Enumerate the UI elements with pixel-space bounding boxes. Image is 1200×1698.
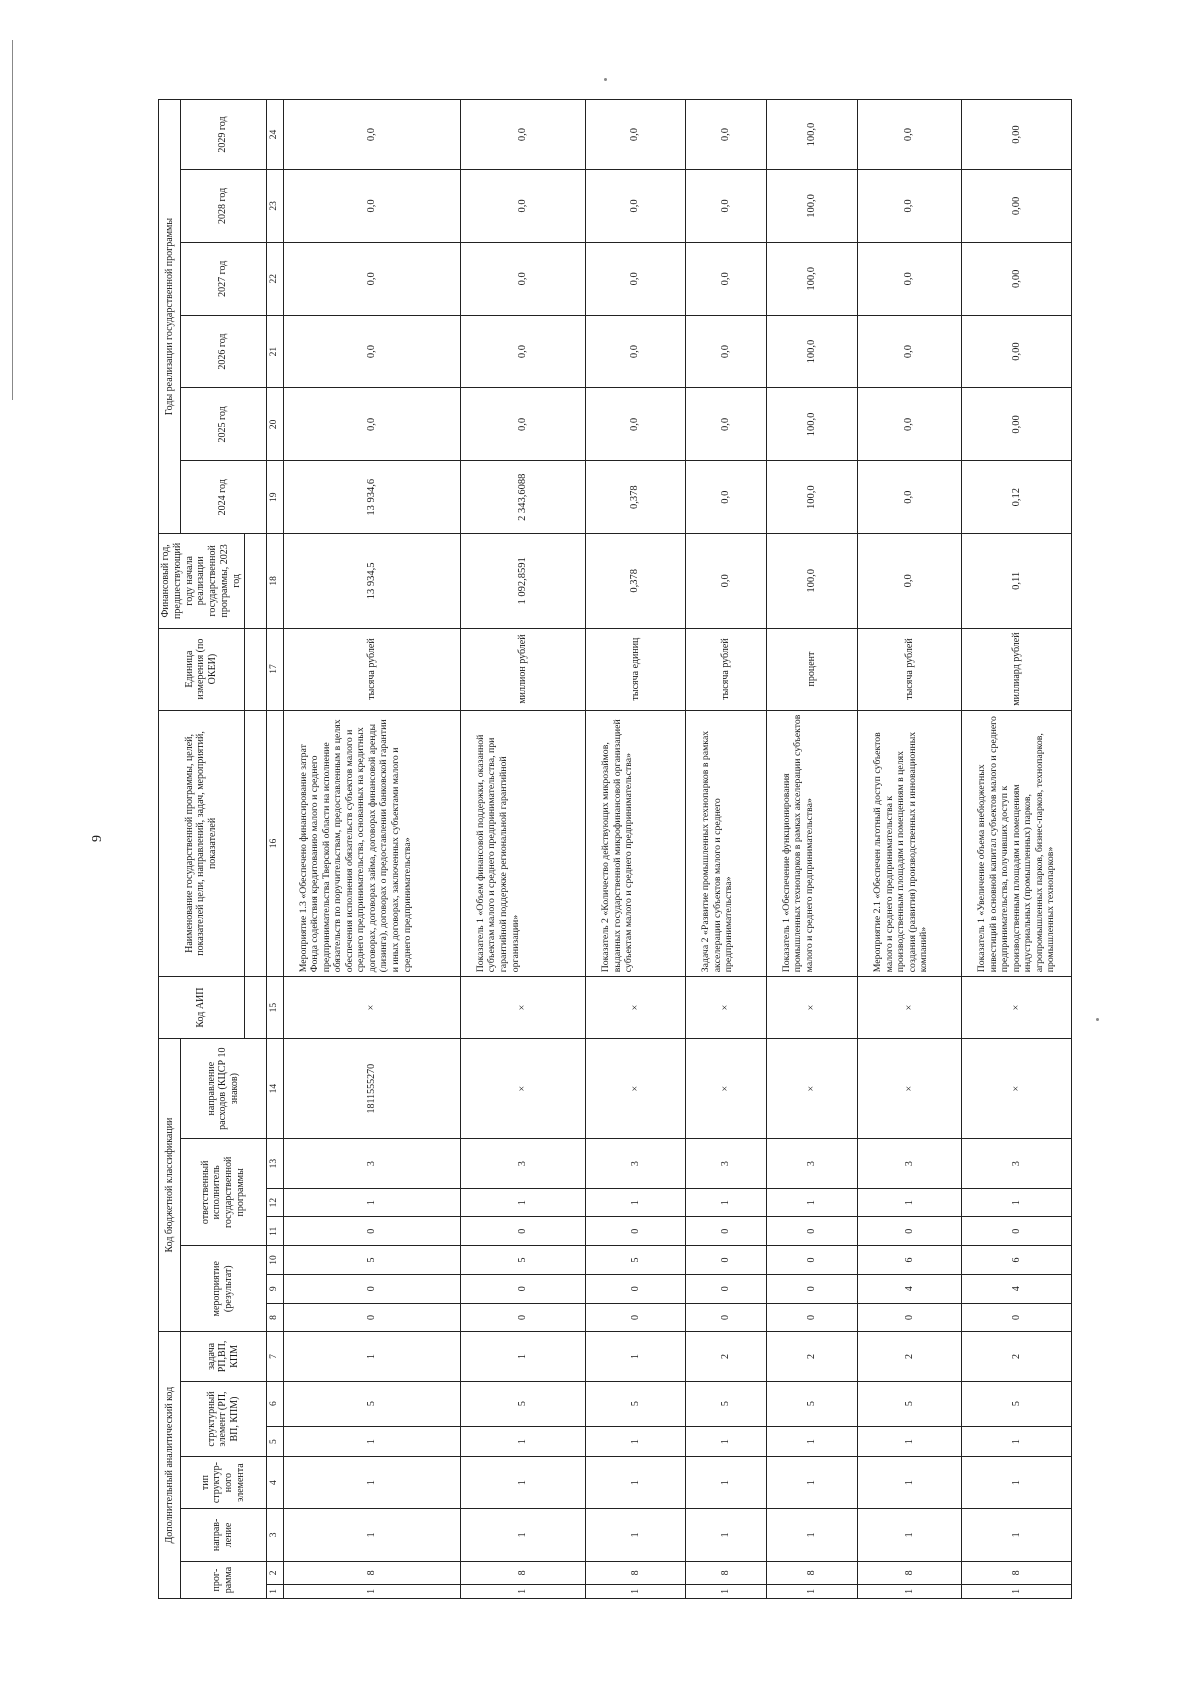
code-cell: 5 [857, 1381, 961, 1426]
value-cell: 0,0 [857, 170, 961, 243]
value-cell: 100,0 [766, 315, 857, 388]
code-cell: 3 [586, 1139, 686, 1188]
header-2024: 2024 год [181, 461, 267, 534]
value-cell: 13 934,5 [283, 534, 460, 628]
code-cell: 1 [857, 1584, 961, 1598]
unit-cell: тысяча рублей [283, 628, 460, 710]
name-cell: Задача 2 «Развитие промышленных технопарков в рамках акселерации субъектов малого и среднего предпринимательства» [685, 710, 766, 977]
value-cell: 0,0 [857, 461, 961, 534]
code-cell: 1 [283, 1584, 460, 1598]
value-cell: 0,378 [586, 534, 686, 628]
unit-cell: процент [766, 628, 857, 710]
value-cell: 0,0 [685, 100, 766, 170]
kcsr-cell: × [685, 1038, 766, 1139]
code-cell: 2 [766, 1332, 857, 1381]
code-cell: 1 [586, 1508, 686, 1561]
table-body [283, 100, 1072, 1599]
header-budget-code: Код бюджетной классификации [159, 1038, 181, 1331]
value-cell: 0,00 [962, 170, 1072, 243]
column-number: 13 [266, 1139, 283, 1188]
code-cell: 5 [766, 1381, 857, 1426]
column-number: 5 [266, 1426, 283, 1457]
code-cell: 1 [460, 1188, 585, 1217]
value-cell: 0,0 [460, 242, 585, 315]
value-cell: 0,11 [962, 534, 1072, 628]
code-cell: 1 [685, 1457, 766, 1508]
code-cell: 5 [283, 1246, 460, 1275]
code-cell: 0 [766, 1274, 857, 1303]
column-number: 7 [266, 1332, 283, 1381]
code-cell: 2 [857, 1332, 961, 1381]
code-cell: 1 [857, 1426, 961, 1457]
column-number: 17 [266, 628, 283, 710]
code-cell: 1 [962, 1457, 1072, 1508]
header-2026: 2026 год [181, 315, 267, 388]
code-cell: 0 [766, 1217, 857, 1246]
code-cell: 1 [685, 1426, 766, 1457]
code-cell: 0 [962, 1217, 1072, 1246]
code-cell: 6 [962, 1246, 1072, 1275]
code-cell: 1 [685, 1188, 766, 1217]
value-cell: 0,0 [586, 242, 686, 315]
code-cell: 1 [460, 1426, 585, 1457]
value-cell: 0,00 [962, 315, 1072, 388]
value-cell: 0,0 [283, 315, 460, 388]
header-struct-element: структурный элемент (РП, ВП, КПМ) [181, 1381, 267, 1457]
unit-cell: тысяча единиц [586, 628, 686, 710]
header-spacer [244, 534, 266, 628]
code-cell: 1 [766, 1508, 857, 1561]
value-cell: 0,0 [685, 534, 766, 628]
column-number: 1 [266, 1584, 283, 1598]
code-cell: 2 [685, 1332, 766, 1381]
code-cell: 3 [962, 1139, 1072, 1188]
value-cell: 0,12 [962, 461, 1072, 534]
value-cell: 100,0 [766, 461, 857, 534]
code-cell: 0 [685, 1303, 766, 1332]
value-cell: 0,0 [685, 461, 766, 534]
column-number: 3 [266, 1508, 283, 1561]
header-program: прог-рамма [181, 1562, 267, 1599]
header-aip: Код АИП [159, 977, 245, 1039]
unit-cell: тысяча рублей [685, 628, 766, 710]
code-cell: 1 [283, 1188, 460, 1217]
code-cell: 1 [283, 1508, 460, 1561]
kcsr-cell: × [460, 1038, 585, 1139]
name-cell: Показатель 2 «Количество действующих микрозаймов, выданных государственной микрофинансовой организацией субъектам малого и среднего предпринимательства» [586, 710, 686, 977]
code-cell: 5 [586, 1381, 686, 1426]
value-cell: 0,0 [283, 242, 460, 315]
value-cell: 0,0 [857, 315, 961, 388]
column-number: 12 [266, 1188, 283, 1217]
value-cell: 0,0 [857, 388, 961, 461]
value-cell: 1 092,8591 [460, 534, 585, 628]
value-cell: 2 343,6088 [460, 461, 585, 534]
page-number: 9 [90, 835, 105, 842]
kcsr-cell: × [766, 1038, 857, 1139]
code-cell: 1 [962, 1188, 1072, 1217]
code-cell: 0 [460, 1303, 585, 1332]
unit-cell: миллион рублей [460, 628, 585, 710]
value-cell: 0,0 [685, 315, 766, 388]
header-2029: 2029 год [181, 100, 267, 170]
value-cell: 0,0 [857, 100, 961, 170]
value-cell: 0,0 [685, 388, 766, 461]
aip-cell: × [283, 977, 460, 1039]
kcsr-cell: × [857, 1038, 961, 1139]
kcsr-cell: × [586, 1038, 686, 1139]
value-cell: 0,378 [586, 461, 686, 534]
table-row [283, 100, 460, 1599]
code-cell: 4 [857, 1274, 961, 1303]
unit-cell: тысяча рублей [857, 628, 961, 710]
code-cell: 1 [962, 1584, 1072, 1598]
code-cell: 0 [586, 1303, 686, 1332]
code-cell: 0 [283, 1217, 460, 1246]
code-cell: 0 [586, 1274, 686, 1303]
header-spacer [244, 710, 266, 977]
header-struct-type: тип структур-ного элемента [181, 1457, 267, 1508]
aip-cell: × [460, 977, 585, 1039]
code-cell: 1 [460, 1332, 585, 1381]
column-number: 2 [266, 1562, 283, 1585]
value-cell: 100,0 [766, 100, 857, 170]
code-cell: 1 [586, 1188, 686, 1217]
header-event: мероприятие (результат) [181, 1246, 267, 1332]
header-unit: Единица измерения (по ОКЕИ) [159, 628, 245, 710]
code-cell: 0 [685, 1274, 766, 1303]
code-cell: 1 [283, 1426, 460, 1457]
name-cell: Мероприятие 2.1 «Обеспечен льготный доступ субъектов малого и среднего предпринимательства к производственным площадям и помещениям в целях создания (развития) производственных и инновационных компаний» [857, 710, 961, 977]
value-cell: 100,0 [766, 242, 857, 315]
program-table [158, 99, 1072, 1599]
column-number: 22 [266, 242, 283, 315]
code-cell: 6 [857, 1246, 961, 1275]
value-cell: 0,0 [586, 315, 686, 388]
code-cell: 8 [460, 1562, 585, 1585]
code-cell: 5 [962, 1381, 1072, 1426]
code-cell: 0 [766, 1246, 857, 1275]
aip-cell: × [857, 977, 961, 1039]
code-cell: 1 [766, 1457, 857, 1508]
value-cell: 0,00 [962, 100, 1072, 170]
kcsr-cell: 1811555270 [283, 1038, 460, 1139]
value-cell: 0,0 [460, 170, 585, 243]
code-cell: 8 [283, 1562, 460, 1585]
header-base-year: Финансовый год, предшествующий году начала реализации государственной программы, 2023 год [159, 534, 245, 628]
value-cell: 0,0 [283, 100, 460, 170]
code-cell: 1 [586, 1584, 686, 1598]
code-cell: 1 [857, 1508, 961, 1561]
column-number: 11 [266, 1217, 283, 1246]
column-number: 21 [266, 315, 283, 388]
value-cell: 0,0 [586, 170, 686, 243]
code-cell: 5 [460, 1246, 585, 1275]
table-row [586, 100, 686, 1599]
column-number: 18 [266, 534, 283, 628]
code-cell: 0 [962, 1303, 1072, 1332]
table-row [766, 100, 857, 1599]
column-number: 20 [266, 388, 283, 461]
header-2025: 2025 год [181, 388, 267, 461]
code-cell: 8 [857, 1562, 961, 1585]
header-direction: направ-ление [181, 1508, 267, 1561]
value-cell: 0,0 [586, 100, 686, 170]
code-cell: 5 [685, 1381, 766, 1426]
header-years: Годы реализации государственной программы [159, 100, 181, 534]
value-cell: 0,0 [685, 242, 766, 315]
code-cell: 5 [586, 1246, 686, 1275]
header-name: Наименование государственной программы, целей, показателей цели, направлений, задач, мероприятий, показателей [159, 710, 245, 977]
code-cell: 0 [857, 1217, 961, 1246]
column-number: 14 [266, 1038, 283, 1139]
value-cell: 0,0 [283, 388, 460, 461]
value-cell: 13 934,6 [283, 461, 460, 534]
header-task: задача РП,ВП, КПМ [181, 1332, 267, 1381]
code-cell: 1 [685, 1584, 766, 1598]
table-row [460, 100, 585, 1599]
column-number-row [266, 100, 283, 1599]
code-cell: 3 [766, 1139, 857, 1188]
table-row [857, 100, 961, 1599]
code-cell: 1 [766, 1584, 857, 1598]
kcsr-cell: × [962, 1038, 1072, 1139]
column-number: 4 [266, 1457, 283, 1508]
code-cell: 8 [586, 1562, 686, 1585]
code-cell: 5 [460, 1381, 585, 1426]
code-cell: 8 [766, 1562, 857, 1585]
column-number: 24 [266, 100, 283, 170]
code-cell: 1 [857, 1457, 961, 1508]
table-row [962, 100, 1072, 1599]
aip-cell: × [962, 977, 1072, 1039]
column-number: 16 [266, 710, 283, 977]
code-cell: 4 [962, 1274, 1072, 1303]
value-cell: 100,0 [766, 534, 857, 628]
unit-cell: миллиард рублей [962, 628, 1072, 710]
code-cell: 0 [283, 1274, 460, 1303]
table-row [685, 100, 766, 1599]
code-cell: 0 [586, 1217, 686, 1246]
code-cell: 1 [766, 1188, 857, 1217]
code-cell: 1 [283, 1457, 460, 1508]
code-cell: 3 [857, 1139, 961, 1188]
code-cell: 3 [685, 1139, 766, 1188]
value-cell: 0,0 [857, 534, 961, 628]
code-cell: 0 [283, 1303, 460, 1332]
column-number: 9 [266, 1274, 283, 1303]
header-analytic-code: Дополнительный аналитический код [159, 1332, 181, 1599]
column-number: 19 [266, 461, 283, 534]
code-cell: 2 [962, 1332, 1072, 1381]
value-cell: 100,0 [766, 388, 857, 461]
value-cell: 0,0 [460, 388, 585, 461]
value-cell: 0,0 [586, 388, 686, 461]
code-cell: 8 [962, 1562, 1072, 1585]
value-cell: 0,00 [962, 242, 1072, 315]
code-cell: 1 [857, 1188, 961, 1217]
code-cell: 1 [962, 1426, 1072, 1457]
value-cell: 0,0 [685, 170, 766, 243]
code-cell: 1 [685, 1508, 766, 1561]
aip-cell: × [685, 977, 766, 1039]
header-spacer [244, 628, 266, 710]
code-cell: 3 [283, 1139, 460, 1188]
name-cell: Мероприятие 1.3 «Обеспечено финансирование затрат Фонда содействия кредитованию малого и среднего предпринимательства Тверской области на исполнение обязательств по поручительствам, предоставленным в целях обеспечения исполнения обязательств субъектов малого и среднего предпринимательства, основанных на кредитных договорах, договорах займа, договорах финансовой аренды (лизинга), договорах о предоставлении банковской гарантии и иных договорах, заключенных субъектами малого и среднего предпринимательства» [283, 710, 460, 977]
header-2027: 2027 год [181, 242, 267, 315]
header-2028: 2028 год [181, 170, 267, 243]
code-cell: 5 [283, 1381, 460, 1426]
code-cell: 1 [586, 1332, 686, 1381]
code-cell: 1 [962, 1508, 1072, 1561]
code-cell: 0 [766, 1303, 857, 1332]
aip-cell: × [586, 977, 686, 1039]
code-cell: 1 [586, 1426, 686, 1457]
value-cell: 0,0 [857, 242, 961, 315]
code-cell: 0 [857, 1303, 961, 1332]
code-cell: 1 [460, 1457, 585, 1508]
name-cell: Показатель 1 «Увеличение объема внебюджетных инвестиций в основной капитал субъектов малого и среднего предпринимательства, получивших доступ к производственным площадям и помещениям индустриальных (промышленных) парков, агропромышленных парков, бизнес-парков, технопарков, промышленных технопарков» [962, 710, 1072, 977]
code-cell: 1 [283, 1332, 460, 1381]
code-cell: 1 [586, 1457, 686, 1508]
code-cell: 0 [685, 1246, 766, 1275]
header-executor: ответственный исполнитель государственной программы [181, 1139, 267, 1246]
name-cell: Показатель 1 «Объем финансовой поддержки, оказанной субъектам малого и среднего предпринимательства, при гарантийной поддержке региональной гарантийной организации» [460, 710, 585, 977]
column-number: 23 [266, 170, 283, 243]
code-cell: 1 [460, 1508, 585, 1561]
value-cell: 0,0 [283, 170, 460, 243]
code-cell: 0 [460, 1274, 585, 1303]
code-cell: 0 [685, 1217, 766, 1246]
value-cell: 0,0 [460, 315, 585, 388]
column-number: 8 [266, 1303, 283, 1332]
column-number: 10 [266, 1246, 283, 1275]
column-number: 15 [266, 977, 283, 1039]
header-spacer [244, 977, 266, 1039]
column-number: 6 [266, 1381, 283, 1426]
value-cell: 100,0 [766, 170, 857, 243]
code-cell: 1 [766, 1426, 857, 1457]
code-cell: 1 [460, 1584, 585, 1598]
header-expense-direction: направление расходов (КЦСР 10 знаков) [181, 1038, 267, 1139]
value-cell: 0,0 [460, 100, 585, 170]
code-cell: 3 [460, 1139, 585, 1188]
rotated-table-wrapper [158, 99, 1070, 1599]
aip-cell: × [766, 977, 857, 1039]
code-cell: 8 [685, 1562, 766, 1585]
code-cell: 0 [460, 1217, 585, 1246]
name-cell: Показатель 1 «Обеспечение функционирования промышленных технопарков в рамках акселерации субъектов малого и среднего предпринимательства» [766, 710, 857, 977]
value-cell: 0,00 [962, 388, 1072, 461]
